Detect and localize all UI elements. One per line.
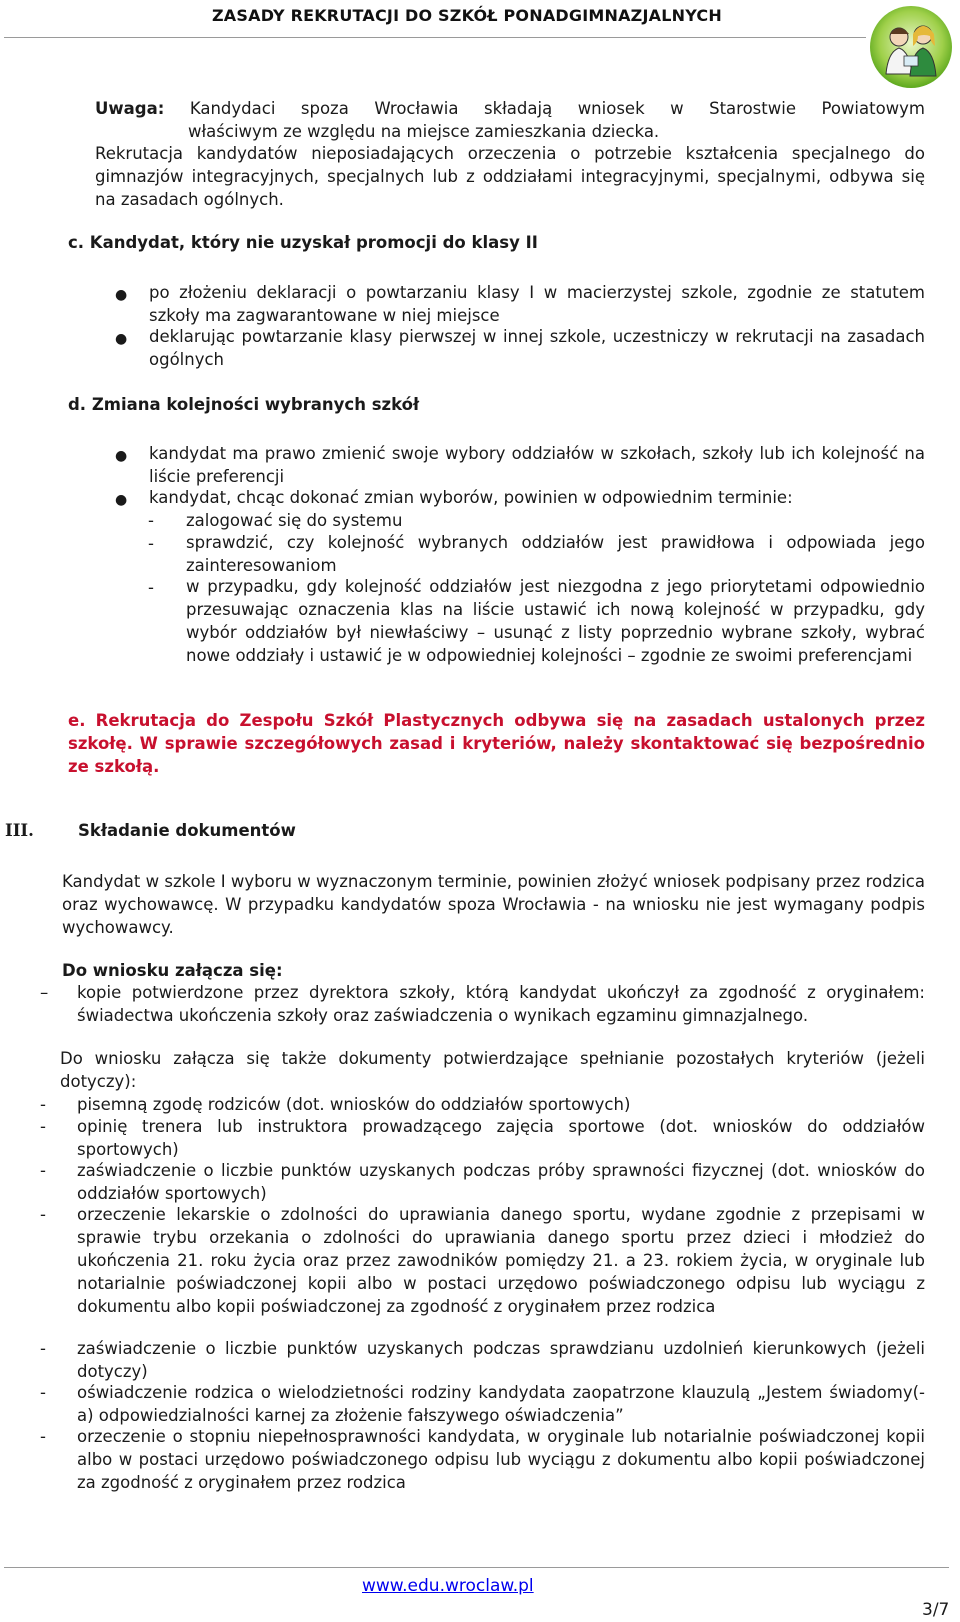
document-item-2: opinię trenera lub instruktora prowadzącego zajęcia sportowe (dot. wniosków do oddziałów sportowych)	[77, 1117, 925, 1159]
section-d-subitem-3: w przypadku, gdy kolejność oddziałów jest niezgodna z jego priorytetami odpowiednio przesuwając oznaczenia klas na liście ustawić ich nową kolejność w przypadku, gdy wybór oddziałów był niewłaściwy – usunąć z listy poprzednio wybrane szkoły, wybrać nowe oddziały i ustawić je w odpowiedniej kolejności – zgodnie ze swoimi preferencjami	[186, 577, 925, 665]
section-c-item-1: po złożeniu deklaracji o powtarzaniu klasy I w macierzystej szkole, zgodnie ze statutem szkoły ma zagwarantowane w niej miejsce	[149, 283, 925, 325]
bullet-icon: ●	[115, 331, 128, 347]
section-c-heading: c. Kandydat, który nie uzyskał promocji do klasy II	[68, 233, 538, 252]
note-text-2: właściwym ze względu na miejsce zamieszkania dziecka.	[188, 122, 660, 141]
document-header-title: ZASADY REKRUTACJI DO SZKÓŁ PONADGIMNAZJALNYCH	[212, 6, 722, 25]
footer-website-link[interactable]: www.edu.wroclaw.pl	[362, 1576, 534, 1596]
dash-marker: -	[40, 1117, 46, 1136]
dash-marker: -	[40, 1161, 46, 1180]
note-line-1	[95, 97, 925, 120]
section-c-item-2: deklarując powtarzanie klasy pierwszej w innej szkole, uczestniczy w rekrutacji na zasadach ogólnych	[149, 327, 925, 369]
page-number: 3/7	[922, 1600, 950, 1620]
note-text-1: Kandydaci spoza Wrocławia składają wniosek w Starostwie Powiatowym	[189, 99, 926, 118]
section-d-subitem-2: sprawdzić, czy kolejność wybranych oddziałów jest prawidłowa i odpowiada jego zainteresowaniom	[186, 533, 925, 575]
section-d-item-2: kandydat, chcąc dokonać zmian wyborów, powinien w odpowiednim terminie:	[149, 488, 793, 507]
bullet-icon: ●	[115, 492, 128, 508]
dash-marker: -	[40, 1427, 46, 1446]
note-paragraph: Rekrutacja kandydatów nieposiadających orzeczenia o potrzebie kształcenia specjalnego do gimnazjów integracyjnych, specjalnych lub z oddziałami integracyjnymi, specjalnymi, odbywa się na zasadach ogólnych.	[95, 144, 925, 209]
document-item-3: zaświadczenie o liczbie punktów uzyskanych podczas próby sprawności fizycznej (dot. wniosków do oddziałów sportowych)	[77, 1161, 925, 1203]
attachment-item: kopie potwierdzone przez dyrektora szkoły, którą kandydat ukończył za zgodność z oryginałem: świadectwa ukończenia szkoły oraz zaświadczenia o wynikach egzaminu gimnazjalnego.	[77, 983, 925, 1025]
bullet-icon: ●	[115, 448, 128, 464]
document-item-5: zaświadczenie o liczbie punktów uzyskanych podczas sprawdzianu uzdolnień kierunkowych (jeżeli dotyczy)	[77, 1339, 925, 1381]
document-item-6: oświadczenie rodzica o wielodzietności rodziny kandydata zaopatrzone klauzulą „Jestem świadomy(-a) odpowiedzialności karnej za złożenie fałszywego oświadczenia”	[77, 1383, 925, 1425]
dash-marker: -	[40, 1205, 46, 1224]
section-e-notice: e. Rekrutacja do Zespołu Szkół Plastycznych odbywa się na zasadach ustalonych przez szkołę. W sprawie szczegółowych zasad i kryteriów, należy skontaktować się bezpośrednio ze szkołą.	[68, 711, 925, 776]
dash-marker: -	[148, 534, 154, 553]
section-d-subitem-1: zalogować się do systemu	[186, 511, 403, 530]
additional-documents-intro: Do wniosku załącza się także dokumenty potwierdzające spełnianie pozostałych kryteriów (jeżeli dotyczy):	[60, 1049, 925, 1091]
document-item-1: pisemną zgodę rodziców (dot. wniosków do oddziałów sportowych)	[77, 1095, 631, 1114]
attachments-heading: Do wniosku załącza się:	[62, 961, 283, 980]
dash-marker: -	[40, 1095, 46, 1114]
dash-marker: -	[148, 578, 154, 597]
section-iii-number: III.	[5, 821, 34, 840]
footer-divider	[4, 1567, 949, 1568]
section-d-item-1: kandydat ma prawo zmienić swoje wybory oddziałów w szkołach, szkoły lub ich kolejność na liście preferencji	[149, 444, 925, 486]
note-label: Uwaga:	[95, 99, 165, 118]
bullet-icon: ●	[115, 287, 128, 303]
section-iii-heading: Składanie dokumentów	[78, 821, 296, 840]
dash-marker: -	[40, 1383, 46, 1402]
dash-marker: -	[148, 511, 154, 530]
document-item-4: orzeczenie lekarskie o zdolności do uprawiania danego sportu, wydane zgodnie z przepisami w sprawie trybu orzekania o zdolności do uprawiania danego sportu przez dzieci i młodzież do ukończenia 21. roku życia oraz przez zawodników pomiędzy 21. a 23. rokiem życia, w oryginale lub notarialnie poświadczonej kopii albo w postaci urzędowo poświadczonego odpisu lub wyciągu z dokumentu albo kopii poświadczonej za zgodność z oryginałem przez rodzica	[77, 1205, 925, 1316]
dash-marker: -	[40, 1339, 46, 1358]
section-d-heading: d. Zmiana kolejności wybranych szkół	[68, 395, 420, 414]
document-item-7: orzeczenie o stopniu niepełnosprawności kandydata, w oryginale lub notarialnie poświadczonej kopii albo w postaci urzędowo poświadczonego odpisu lub wyciągu z dokumentu albo kopii poświadczonej za zgodność z oryginałem przez rodzica	[77, 1427, 925, 1492]
two-students-logo-icon	[868, 4, 954, 90]
section-iii-intro: Kandydat w szkole I wyboru w wyznaczonym terminie, powinien złożyć wniosek podpisany przez rodzica oraz wychowawcę. W przypadku kandydatów spoza Wrocławia - na wniosku nie jest wymagany podpis wychowawcy.	[62, 872, 925, 937]
header-divider	[4, 37, 866, 38]
dash-marker: –	[40, 983, 49, 1002]
